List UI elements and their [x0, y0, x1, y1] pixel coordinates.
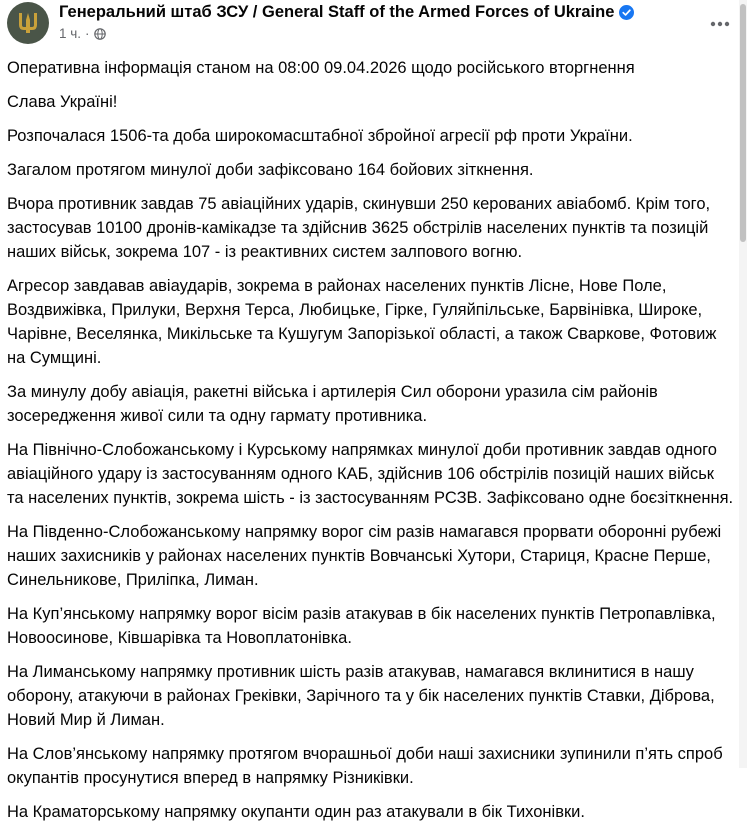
post-paragraph: Розпочалася 1506-та доба широкомасштабної збройної агресії рф проти України. [7, 127, 633, 145]
more-options-button[interactable] [704, 8, 736, 40]
post-paragraph: Загалом протягом минулої доби зафіксовано 164 бойових зіткнення. [7, 161, 534, 179]
post-paragraph: Оперативна інформація станом на 08:00 09.04.2026 щодо російського вторгнення [7, 59, 635, 77]
scrollbar-thumb[interactable] [740, 4, 746, 242]
globe-icon[interactable] [94, 28, 106, 40]
post-paragraph: Слава Україні! [7, 93, 118, 111]
post-header [0, 0, 747, 50]
meta-separator: · [85, 26, 90, 41]
author-name[interactable]: Генеральний штаб ЗСУ / General Staff of the Armed Forces of Ukraine [59, 3, 615, 21]
post-paragraph: Вчора противник завдав 75 авіаційних ударів, скинувши 250 керованих авіабомб. Крім того, застосував 10100 дронів-камікадзе та здійснив 3625 обстрілів населених пунктів та позицій наших військ, зокрема 107 - із реактивних систем залпового вогню. [7, 195, 711, 261]
more-options-icon [710, 21, 730, 27]
post-paragraph: На Північно-Слобожанському і Курському напрямках минулої доби противник завдав одного авіаційного удару із застосуванням одного КАБ, здійснив 106 обстрілів позицій наших військ та населених пунктів, зокрема шість - із застосуванням РСЗВ. Зафіксовано одне боєзіткнення. [7, 441, 734, 507]
post-timestamp[interactable]: 1 ч. [59, 26, 82, 41]
post-paragraph: На Слов’янському напрямку протягом вчорашньої доби наші захисники зупинили п’ять спроб окупантів просунутися вперед в напрямку Різниківки. [7, 745, 723, 787]
scrollbar[interactable] [739, 0, 747, 768]
post-paragraph: На Краматорському напрямку окупанти один раз атакували в бік Тихонівки. [7, 803, 585, 821]
post-paragraph: На Куп’янському напрямку ворог вісім разів атакував в бік населених пунктів Петропавлівка, Новоосинове, Ківшарівка та Новоплатонівка. [7, 605, 716, 647]
post-meta [59, 26, 106, 41]
post-text [7, 56, 735, 834]
verified-badge-icon [619, 5, 634, 20]
post-paragraph: На Південно-Слобожанському напрямку ворог сім разів намагався прорвати оборонні рубежі наших захисників у районах населених пунктів Вовчанські Хутори, Стариця, Красне Перше, Синельникове, Приліпка, Лиман. [7, 523, 722, 589]
author-row [59, 3, 634, 22]
post-paragraph: На Лиманському напрямку противник шість разів атакував, намагався вклинитися в нашу оборону, атакуючи в районах Греківки, Зарічного та у бік населених пунктів Ставки, Діброва, Новий Мир й Лиман. [7, 663, 715, 729]
post-paragraph: За минулу добу авіація, ракетні війська і артилерія Сил оборони уразила сім районів зосередження живої сили та одну гармату противника. [7, 383, 658, 425]
trident-icon [17, 11, 39, 35]
post-paragraph: Агресор завдавав авіаударів, зокрема в районах населених пунктів Лісне, Нове Поле, Воздвижівка, Прилуки, Верхня Терса, Любицьке, Гірке, Гуляйпільське, Барвінівка, Широке, Чарівне, Веселянка, Микільське та Кушугум Запорізької області, а також Сваркове, Фотовиж на Сумщині. [7, 277, 717, 367]
avatar[interactable] [7, 2, 49, 44]
